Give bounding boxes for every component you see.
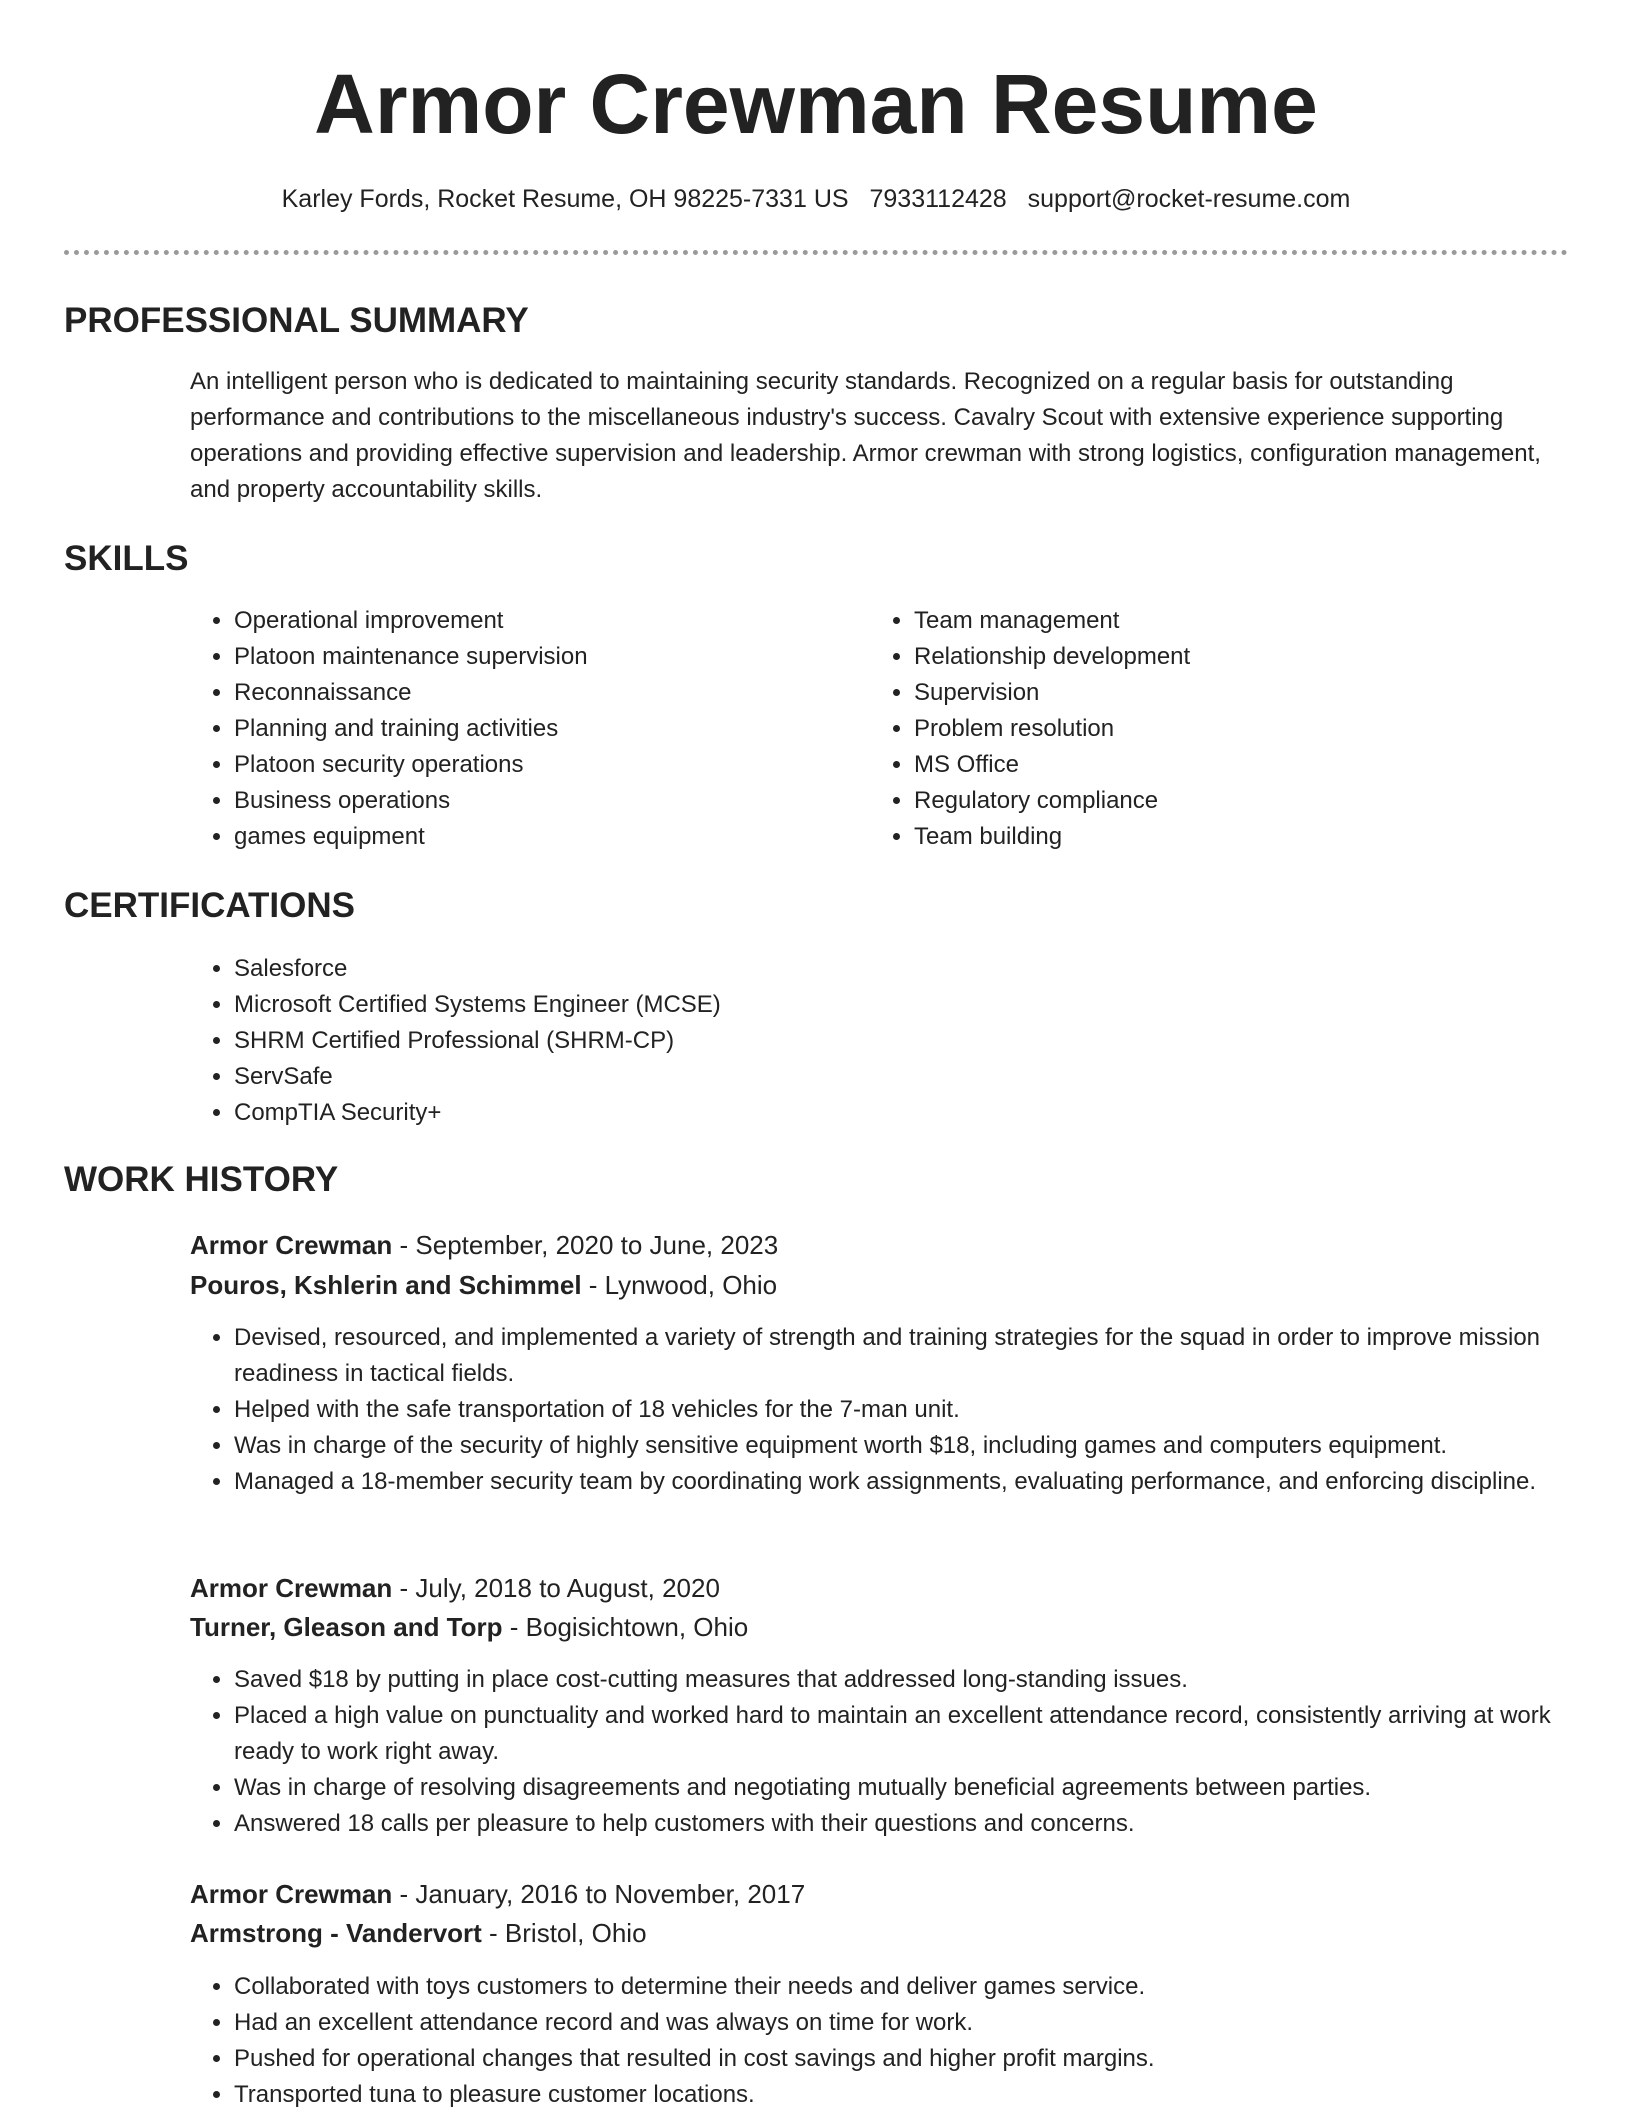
contact-address: Karley Fords, Rocket Resume, OH 98225-7331 US xyxy=(281,185,849,213)
work-history-heading: WORK HISTORY xyxy=(64,1160,339,1199)
list-item: • Was in charge of resolving disagreements and negotiating mutually beneficial agreements between parties. xyxy=(234,1770,1574,1806)
list-item: • Was in charge of the security of highly sensitive equipment worth $18, including games and computers equipment. xyxy=(234,1428,1574,1464)
list-item: • CompTIA Security+ xyxy=(234,1095,1234,1131)
job-location: - Bogisichtown, Ohio xyxy=(502,1612,749,1642)
skills-list-right xyxy=(870,603,1514,855)
certifications-list xyxy=(190,951,1234,1131)
list-item: • Collaborated with toys customers to determine their needs and deliver games service. xyxy=(234,1969,1574,2005)
list-item: • Helped with the safe transportation of 18 vehicles for the 7-man unit. xyxy=(234,1392,1574,1428)
job-bullet-list xyxy=(190,1662,1574,1842)
job-title-line xyxy=(190,1225,778,1265)
job-title: Armor Crewman xyxy=(190,1230,393,1260)
list-item: • Relationship development xyxy=(914,639,1514,675)
list-item: • Team management xyxy=(914,603,1514,639)
job-title-line xyxy=(190,1568,720,1608)
list-item: • Reconnaissance xyxy=(234,675,834,711)
job-dates: - September, 2020 to June, 2023 xyxy=(392,1230,779,1260)
job-location: - Lynwood, Ohio xyxy=(581,1270,778,1300)
list-item: • Salesforce xyxy=(234,951,1234,987)
list-item: • Planning and training activities xyxy=(234,711,834,747)
resume-title: Armor Crewman Resume xyxy=(314,57,1318,151)
list-item: • Saved $18 by putting in place cost-cutting measures that addressed long-standing issues. xyxy=(234,1662,1574,1698)
job-company-line xyxy=(190,1913,647,1953)
list-item: • Regulatory compliance xyxy=(914,783,1514,819)
job-title-line xyxy=(190,1874,805,1914)
job-company-line xyxy=(190,1265,777,1305)
job-dates: - July, 2018 to August, 2020 xyxy=(392,1573,720,1603)
certifications-heading: CERTIFICATIONS xyxy=(64,886,356,925)
list-item: • Answered 18 calls per pleasure to help customers with their questions and concerns. xyxy=(234,1806,1574,1842)
job-title: Armor Crewman xyxy=(190,1879,393,1909)
list-item: • Supervision xyxy=(914,675,1514,711)
list-item: • Team building xyxy=(914,819,1514,855)
summary-text: An intelligent person who is dedicated to maintaining security standards. Recognized on a regular basis for outstanding performance and contributions to the miscellaneous industry's success. Cavalry Scout with extensive experience supporting operations and providing effective supervision and leadership. Armor crewman with strong logistics, configuration management, and property accountability skills. xyxy=(190,368,1541,503)
list-item: • Managed a 18-member security team by coordinating work assignments, evaluating performance, and enforcing discipline. xyxy=(234,1464,1574,1500)
list-item: • SHRM Certified Professional (SHRM-CP) xyxy=(234,1023,1234,1059)
list-item: • Had an excellent attendance record and was always on time for work. xyxy=(234,2005,1574,2041)
list-item: • Devised, resourced, and implemented a variety of strength and training strategies for the squad in order to improve mission readiness in tactical fields. xyxy=(234,1320,1574,1392)
list-item: • Business operations xyxy=(234,783,834,819)
job-location: - Bristol, Ohio xyxy=(481,1918,647,1948)
contact-line xyxy=(0,180,1632,218)
job-company: Pouros, Kshlerin and Schimmel xyxy=(190,1270,582,1300)
skills-heading: SKILLS xyxy=(64,539,189,578)
job-bullet-list xyxy=(190,1320,1574,1500)
job-bullet-list xyxy=(190,1969,1574,2113)
list-item: • Platoon maintenance supervision xyxy=(234,639,834,675)
list-item: • Problem resolution xyxy=(914,711,1514,747)
list-item: • ServSafe xyxy=(234,1059,1234,1095)
job-company: Armstrong - Vandervort xyxy=(190,1918,482,1948)
list-item: • Operational improvement xyxy=(234,603,834,639)
job-company-line xyxy=(190,1607,748,1647)
summary-heading: PROFESSIONAL SUMMARY xyxy=(64,301,529,340)
list-item: • Platoon security operations xyxy=(234,747,834,783)
header-divider xyxy=(64,250,1568,255)
job-dates: - January, 2016 to November, 2017 xyxy=(392,1879,806,1909)
job-title: Armor Crewman xyxy=(190,1573,393,1603)
list-item: • Placed a high value on punctuality and worked hard to maintain an excellent attendance record, consistently arriving at work ready to work right away. xyxy=(234,1698,1574,1770)
contact-email: support@rocket-resume.com xyxy=(1027,185,1351,213)
list-item: • Transported tuna to pleasure customer locations. xyxy=(234,2077,1574,2113)
list-item: • Microsoft Certified Systems Engineer (MCSE) xyxy=(234,987,1234,1023)
list-item: • MS Office xyxy=(914,747,1514,783)
skills-list-left xyxy=(190,603,834,855)
list-item: • games equipment xyxy=(234,819,834,855)
contact-phone: 7933112428 xyxy=(869,185,1007,213)
list-item: • Pushed for operational changes that resulted in cost savings and higher profit margins. xyxy=(234,2041,1574,2077)
job-company: Turner, Gleason and Torp xyxy=(190,1612,503,1642)
